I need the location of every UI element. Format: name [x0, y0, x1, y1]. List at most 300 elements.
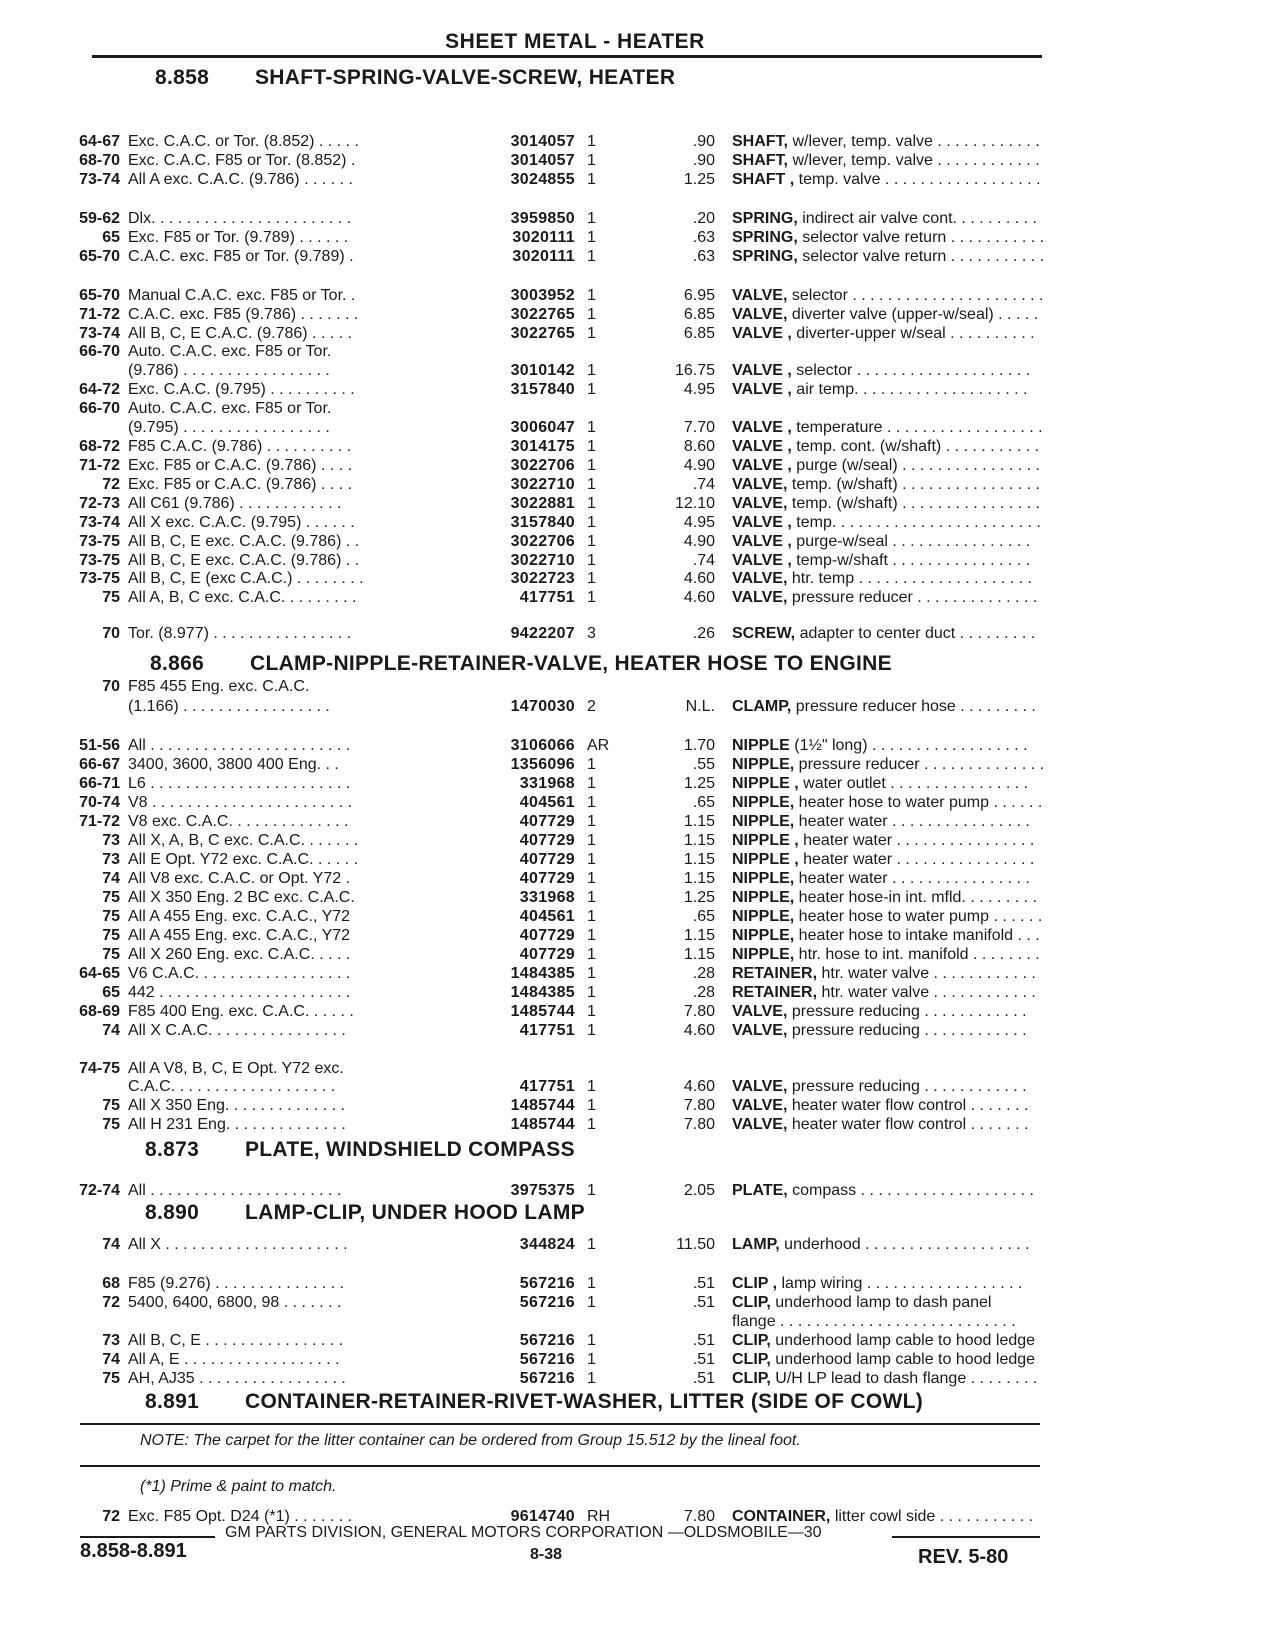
year-cell: 64-72 [79, 381, 120, 398]
parts-row [60, 306, 1060, 324]
year-cell: 73-75 [79, 552, 120, 569]
part-number-cell: 417751 [519, 1078, 575, 1095]
description-text: compass . . . . . . . . . . . . . . . . . . . . [787, 1182, 1034, 1199]
price-cell: 12.10 [674, 495, 715, 512]
application-cell: L6 . . . . . . . . . . . . . . . . . . . . . . . [128, 775, 351, 792]
part-number-cell: 404561 [519, 794, 575, 811]
year-cell: 70-74 [79, 794, 120, 811]
description-text: selector valve return . . . . . . . . . . . [797, 248, 1045, 265]
year-cell: 72 [102, 1508, 120, 1525]
description-text: heater water flow control . . . . . . . [787, 1097, 1029, 1114]
quantity-cell: 1 [587, 1332, 596, 1349]
quantity-cell: 1 [587, 870, 596, 887]
description-cell [732, 908, 1072, 926]
application-cell: Exc. F85 or C.A.C. (9.786) . . . . [128, 476, 353, 493]
price-cell: .90 [692, 152, 715, 169]
description-keyword: CLIP, [732, 1370, 771, 1387]
application-cell: Dlx. . . . . . . . . . . . . . . . . . . . . . . [128, 210, 352, 227]
price-cell: 1.70 [683, 737, 715, 754]
parts-row [60, 678, 1060, 696]
description-cell [732, 1116, 1072, 1134]
quantity-cell: 1 [587, 476, 596, 493]
year-cell: 74 [102, 870, 120, 887]
application-cell: All C61 (9.786) . . . . . . . . . . . . [128, 495, 342, 512]
parts-row [60, 570, 1060, 588]
description-cell [732, 381, 1072, 399]
application-cell: All B, C, E (exc C.A.C.) . . . . . . . . [128, 570, 364, 587]
year-cell: 66-70 [79, 343, 120, 360]
price-cell: .26 [692, 625, 715, 642]
part-number-cell: 3020111 [512, 248, 575, 265]
part-number-cell: 407729 [519, 813, 575, 830]
description-text: purge (w/seal) . . . . . . . . . . . . . . . . [791, 457, 1040, 474]
description-text: underhood . . . . . . . . . . . . . . . . . . . [779, 1236, 1030, 1253]
price-cell: 8.60 [683, 438, 715, 455]
application-cell: All A 455 Eng. exc. C.A.C., Y72 [128, 908, 351, 925]
year-cell: 72 [102, 476, 120, 493]
year-cell: 72 [102, 1294, 120, 1311]
part-number-cell: 417751 [519, 1022, 575, 1039]
parts-row [60, 457, 1060, 475]
price-cell: 16.75 [674, 362, 715, 379]
quantity-cell: 1 [587, 756, 596, 773]
description-keyword: SHAFT , [732, 171, 795, 188]
price-cell: 4.60 [683, 570, 715, 587]
parts-row [60, 1275, 1060, 1293]
part-number-cell: 3106066 [510, 737, 575, 754]
year-cell: 75 [102, 1116, 120, 1133]
parts-row [60, 794, 1060, 812]
quantity-cell: 1 [587, 851, 596, 868]
application-cell: AH, AJ35 . . . . . . . . . . . . . . . . . [128, 1370, 346, 1387]
quantity-cell: 1 [587, 1370, 596, 1387]
description-text: temp. cont. (w/shaft) . . . . . . . . . . . [791, 438, 1040, 455]
application-cell: All B, C, E C.A.C. (9.786) . . . . . [128, 325, 353, 342]
application-cell: All A 455 Eng. exc. C.A.C., Y72 [128, 927, 351, 944]
description-text: water outlet . . . . . . . . . . . . . . . . [798, 775, 1029, 792]
quantity-cell: 1 [587, 832, 596, 849]
parts-row [60, 1332, 1060, 1350]
description-cell [732, 152, 1072, 170]
description-cell [732, 1294, 1072, 1312]
description-text: air temp. . . . . . . . . . . . . . . . . . . . [791, 381, 1028, 398]
description-text: htr. hose to int. manifold . . . . . . . . [794, 946, 1040, 963]
application-cell: C.A.C. exc. F85 (9.786) . . . . . . . [128, 306, 359, 323]
application-cell: All A exc. C.A.C. (9.786) . . . . . . [128, 171, 353, 188]
application-cell: All X, A, B, C exc. C.A.C. . . . . . . [128, 832, 359, 849]
quantity-cell: 1 [587, 889, 596, 906]
description-text: temperature . . . . . . . . . . . . . . . . . . [791, 419, 1043, 436]
parts-row [60, 851, 1060, 869]
year-cell: 70 [102, 625, 120, 642]
description-text: diverter-upper w/seal . . . . . . . . . . [791, 325, 1035, 342]
parts-row [60, 1351, 1060, 1369]
description-text: U/H LP lead to dash flange . . . . . . . . [770, 1370, 1038, 1387]
section-title: SHAFT-SPRING-VALVE-SCREW, HEATER [255, 66, 676, 89]
description-cell [732, 946, 1072, 964]
parts-row [60, 889, 1060, 907]
price-cell: 4.60 [683, 1078, 715, 1095]
part-number-cell: 1485744 [510, 1116, 575, 1133]
price-cell: .65 [692, 794, 715, 811]
header-rule [92, 55, 1042, 58]
description-keyword: CLIP, [732, 1332, 771, 1349]
price-cell: 4.95 [683, 381, 715, 398]
description-text: pressure reducer . . . . . . . . . . . . . . [794, 756, 1045, 773]
description-text: selector . . . . . . . . . . . . . . . . . . . . . . [787, 287, 1044, 304]
price-cell: 1.25 [683, 775, 715, 792]
description-cell [732, 438, 1072, 456]
description-cell [732, 325, 1072, 343]
description-keyword: NIPPLE, [732, 908, 795, 925]
parts-row [60, 1097, 1060, 1115]
price-cell: 4.90 [683, 533, 715, 550]
part-number-cell: 567216 [519, 1351, 575, 1368]
parts-row [60, 870, 1060, 888]
quantity-cell: 1 [587, 152, 596, 169]
parts-row [60, 832, 1060, 850]
application-cell: Exc. C.A.C. F85 or Tor. (8.852) . [128, 152, 356, 169]
section-heading [145, 1390, 923, 1414]
description-keyword: NIPPLE [732, 737, 790, 754]
price-cell: N.L. [685, 698, 715, 715]
description-keyword: SCREW, [732, 625, 796, 642]
parts-row [60, 946, 1060, 964]
part-number-cell: 3975375 [510, 1182, 575, 1199]
description-keyword: SPRING, [732, 210, 798, 227]
description-keyword: VALVE , [732, 552, 792, 569]
description-keyword: VALVE, [732, 476, 788, 493]
part-number-cell: 1470030 [510, 698, 575, 715]
part-number-cell: 9422207 [510, 625, 575, 642]
description-keyword: SHAFT, [732, 133, 788, 150]
year-cell: 68-70 [79, 152, 120, 169]
part-number-cell: 3959850 [510, 210, 575, 227]
description-keyword: NIPPLE, [732, 794, 795, 811]
application-cell: Tor. (8.977) . . . . . . . . . . . . . . . . [128, 625, 352, 642]
parts-row [60, 965, 1060, 983]
year-cell: 51-56 [79, 737, 120, 754]
description-keyword: NIPPLE, [732, 889, 795, 906]
parts-row [60, 152, 1060, 170]
description-text: heater water . . . . . . . . . . . . . . . . [794, 870, 1030, 887]
quantity-cell: 1 [587, 794, 596, 811]
part-number-cell: 3014175 [510, 438, 575, 455]
parts-row [60, 1370, 1060, 1388]
parts-row [60, 133, 1060, 151]
parts-row [60, 495, 1060, 513]
part-number-cell: 3003952 [510, 287, 575, 304]
application-cell: V8 . . . . . . . . . . . . . . . . . . . . . . . [128, 794, 353, 811]
part-number-cell: 3022765 [510, 325, 575, 342]
description-keyword: NIPPLE , [732, 832, 799, 849]
part-number-cell: 3022723 [510, 570, 575, 587]
quantity-cell: 1 [587, 533, 596, 550]
description-keyword: VALVE , [732, 438, 792, 455]
description-cell [732, 1332, 1072, 1350]
description-text: selector . . . . . . . . . . . . . . . . . . . . [791, 362, 1031, 379]
application-cell: 5400, 6400, 6800, 98 . . . . . . . [128, 1294, 342, 1311]
price-cell: 7.80 [683, 1097, 715, 1114]
part-number-cell: 3020111 [512, 229, 575, 246]
application-cell: C.A.C. . . . . . . . . . . . . . . . . . . [128, 1078, 336, 1095]
year-cell: 74 [102, 1022, 120, 1039]
part-number-cell: 567216 [519, 1370, 575, 1387]
price-cell: 6.85 [683, 306, 715, 323]
quantity-cell: RH [587, 1508, 611, 1525]
section-heading [150, 652, 892, 676]
description-cell [732, 927, 1072, 945]
description-keyword: VALVE, [732, 1078, 788, 1095]
description-text: heater hose-in int. mfld. . . . . . . . . [794, 889, 1037, 906]
description-text: temp. (w/shaft) . . . . . . . . . . . . . . . . [787, 476, 1040, 493]
section-number: 8.866 [150, 652, 205, 675]
footer-rule-left [80, 1536, 215, 1538]
year-cell: 75 [102, 908, 120, 925]
description-keyword: VALVE, [732, 570, 788, 587]
parts-row [60, 698, 1060, 716]
price-cell: 6.85 [683, 325, 715, 342]
part-number-cell: 1485744 [510, 1097, 575, 1114]
parts-row [60, 476, 1060, 494]
description-keyword: RETAINER, [732, 984, 818, 1001]
parts-row [60, 756, 1060, 774]
description-text: heater hose to intake manifold . . . [794, 927, 1040, 944]
description-keyword: VALVE, [732, 1022, 788, 1039]
quantity-cell: 1 [587, 570, 596, 587]
year-cell: 65 [102, 229, 120, 246]
parts-row [60, 775, 1060, 793]
price-cell: 7.80 [683, 1508, 715, 1525]
description-cell [732, 419, 1072, 437]
part-number-cell: 331968 [519, 889, 575, 906]
year-cell: 75 [102, 589, 120, 606]
year-cell: 66-67 [79, 756, 120, 773]
quantity-cell: 1 [587, 419, 596, 436]
section-heading [145, 1138, 575, 1162]
quantity-cell: 1 [587, 1003, 596, 1020]
application-cell: Auto. C.A.C. exc. F85 or Tor. [128, 400, 332, 417]
description-cell [732, 589, 1072, 607]
price-cell: 1.15 [683, 813, 715, 830]
description-keyword: VALVE, [732, 1097, 788, 1114]
description-text: purge-w/seal . . . . . . . . . . . . . . . . [791, 533, 1031, 550]
description-cell [732, 698, 1072, 716]
description-text: temp-w/shaft . . . . . . . . . . . . . . . . [791, 552, 1031, 569]
parts-row [60, 229, 1060, 247]
section-number: 8.873 [145, 1138, 200, 1161]
description-cell [732, 832, 1072, 850]
description-keyword: LAMP, [732, 1236, 780, 1253]
description-cell [732, 813, 1072, 831]
part-number-cell: 567216 [519, 1275, 575, 1292]
parts-row [60, 514, 1060, 532]
application-cell: All A V8, B, C, E Opt. Y72 exc. [128, 1060, 344, 1077]
year-cell: 75 [102, 946, 120, 963]
description-cell [732, 889, 1072, 907]
quantity-cell: 1 [587, 965, 596, 982]
price-cell: 1.15 [683, 946, 715, 963]
parts-row [60, 248, 1060, 266]
part-number-cell: 344824 [519, 1236, 575, 1253]
application-cell: Auto. C.A.C. exc. F85 or Tor. [128, 343, 332, 360]
quantity-cell: 1 [587, 927, 596, 944]
description-text: indirect air valve cont. . . . . . . . . . [797, 210, 1037, 227]
description-cell [732, 737, 1072, 755]
price-cell: .74 [692, 476, 715, 493]
description-cell [732, 133, 1072, 151]
application-cell: All A, B, C exc. C.A.C. . . . . . . . . [128, 589, 357, 606]
quantity-cell: 1 [587, 946, 596, 963]
price-cell: 4.60 [683, 1022, 715, 1039]
parts-row [60, 287, 1060, 305]
parts-row [60, 210, 1060, 228]
part-number-cell: 3157840 [510, 514, 575, 531]
year-cell: 59-62 [79, 210, 120, 227]
part-number-cell: 3024855 [510, 171, 575, 188]
footer-rule-right [892, 1536, 1040, 1538]
description-text: w/lever, temp. valve . . . . . . . . . . . . [788, 152, 1040, 169]
parts-row [60, 1236, 1060, 1254]
part-number-cell: 407729 [519, 851, 575, 868]
part-number-cell: 331968 [519, 775, 575, 792]
application-cell: (1.166) . . . . . . . . . . . . . . . . . [128, 698, 330, 715]
description-keyword: VALVE , [732, 325, 792, 342]
price-cell: .51 [692, 1275, 715, 1292]
description-keyword: VALVE , [732, 381, 792, 398]
year-cell: 73-74 [79, 325, 120, 342]
application-cell: All B, C, E . . . . . . . . . . . . . . . . [128, 1332, 344, 1349]
description-keyword: RETAINER, [732, 965, 818, 982]
description-keyword: VALVE, [732, 1003, 788, 1020]
part-number-cell: 3014057 [510, 152, 575, 169]
quantity-cell: 1 [587, 908, 596, 925]
description-keyword: VALVE , [732, 514, 792, 531]
section-title: CLAMP-NIPPLE-RETAINER-VALVE, HEATER HOSE TO ENGINE [250, 652, 892, 675]
parts-row [60, 419, 1060, 437]
year-cell: 72-74 [79, 1182, 120, 1199]
parts-row [60, 1313, 1060, 1331]
parts-row [60, 400, 1060, 418]
quantity-cell: 1 [587, 1022, 596, 1039]
description-text: heater water flow control . . . . . . . [787, 1116, 1029, 1133]
application-cell: All B, C, E exc. C.A.C. (9.786) . . [128, 533, 360, 550]
section-title: PLATE, WINDSHIELD COMPASS [245, 1138, 575, 1161]
application-cell: All E Opt. Y72 exc. C.A.C. . . . . . [128, 851, 359, 868]
part-number-cell: 1484385 [510, 984, 575, 1001]
section-title: CONTAINER-RETAINER-RIVET-WASHER, LITTER (SIDE OF COWL) [245, 1390, 924, 1413]
description-text: pressure reducing . . . . . . . . . . . . [787, 1003, 1027, 1020]
price-cell: .51 [692, 1351, 715, 1368]
description-text: heater water . . . . . . . . . . . . . . . . [798, 851, 1035, 868]
price-cell: 1.25 [683, 889, 715, 906]
application-cell: 442 . . . . . . . . . . . . . . . . . . . . . . [128, 984, 351, 1001]
part-number-cell: 3022710 [510, 552, 575, 569]
description-text: diverter valve (upper-w/seal) . . . . . [787, 306, 1039, 323]
year-cell: 73-74 [79, 171, 120, 188]
quantity-cell: 1 [587, 589, 596, 606]
application-cell: V6 C.A.C. . . . . . . . . . . . . . . . . . [128, 965, 351, 982]
part-number-cell: 3022765 [510, 306, 575, 323]
price-cell: 2.05 [683, 1182, 715, 1199]
description-keyword: SPRING, [732, 229, 798, 246]
application-cell: All A, E . . . . . . . . . . . . . . . . . . [128, 1351, 340, 1368]
parts-row [60, 1116, 1060, 1134]
description-text: temp. valve . . . . . . . . . . . . . . . . . . [794, 171, 1041, 188]
parts-row [60, 908, 1060, 926]
part-number-cell: 407729 [519, 870, 575, 887]
footer-revision: REV. 5-80 [918, 1546, 1009, 1568]
description-cell [732, 533, 1072, 551]
part-number-cell: 1485744 [510, 1003, 575, 1020]
quantity-cell: 1 [587, 1097, 596, 1114]
quantity-cell: 1 [587, 287, 596, 304]
application-cell: All X C.A.C. . . . . . . . . . . . . . . . [128, 1022, 346, 1039]
quantity-cell: 1 [587, 984, 596, 1001]
parts-row [60, 984, 1060, 1002]
description-keyword: CLAMP, [732, 698, 792, 715]
application-cell: All X 350 Eng. . . . . . . . . . . . . . [128, 1097, 345, 1114]
year-cell: 75 [102, 1370, 120, 1387]
year-cell: 73-75 [79, 533, 120, 550]
quantity-cell: 1 [587, 210, 596, 227]
note-rule-bottom [80, 1465, 1040, 1467]
quantity-cell: 1 [587, 133, 596, 150]
application-cell: Exc. F85 or C.A.C. (9.786) . . . . [128, 457, 353, 474]
part-number-cell: 3010142 [510, 362, 575, 379]
year-cell: 68 [102, 1275, 120, 1292]
section-note: NOTE: The carpet for the litter container can be ordered from Group 15.512 by the lineal foot. [140, 1432, 801, 1449]
price-cell: .65 [692, 908, 715, 925]
parts-row [60, 927, 1060, 945]
section-title: LAMP-CLIP, UNDER HOOD LAMP [245, 1201, 585, 1224]
description-keyword: VALVE, [732, 306, 788, 323]
description-keyword: NIPPLE , [732, 775, 799, 792]
price-cell: .28 [692, 984, 715, 1001]
parts-row [60, 381, 1060, 399]
section-number: 8.891 [145, 1390, 200, 1413]
quantity-cell: 1 [587, 495, 596, 512]
quantity-cell: 1 [587, 775, 596, 792]
description-keyword: VALVE, [732, 495, 788, 512]
description-text: w/lever, temp. valve . . . . . . . . . . . . [788, 133, 1040, 150]
description-cell [732, 171, 1072, 189]
quantity-cell: 1 [587, 1116, 596, 1133]
part-number-cell: 3014057 [510, 133, 575, 150]
description-keyword: CLIP, [732, 1351, 771, 1368]
application-cell: All . . . . . . . . . . . . . . . . . . . . . . [128, 1182, 342, 1199]
description-text: adapter to center duct . . . . . . . . . [795, 625, 1036, 642]
price-cell: 1.15 [683, 870, 715, 887]
description-cell [732, 210, 1072, 228]
application-cell: All X 260 Eng. exc. C.A.C. . . . . [128, 946, 351, 963]
parts-row [60, 533, 1060, 551]
description-text: pressure reducer hose . . . . . . . . . [791, 698, 1036, 715]
description-text: selector valve return . . . . . . . . . . . [797, 229, 1045, 246]
price-cell: .90 [692, 133, 715, 150]
year-cell: 75 [102, 889, 120, 906]
page-header-title: SHEET METAL - HEATER [445, 30, 705, 53]
quantity-cell: 1 [587, 229, 596, 246]
quantity-cell: 1 [587, 362, 596, 379]
application-cell: All B, C, E exc. C.A.C. (9.786) . . [128, 552, 360, 569]
parts-row [60, 552, 1060, 570]
year-cell: 64-65 [79, 965, 120, 982]
quantity-cell: 1 [587, 457, 596, 474]
description-text: htr. water valve . . . . . . . . . . . . [817, 984, 1036, 1001]
part-number-cell: 3022706 [510, 533, 575, 550]
year-cell: 73 [102, 1332, 120, 1349]
